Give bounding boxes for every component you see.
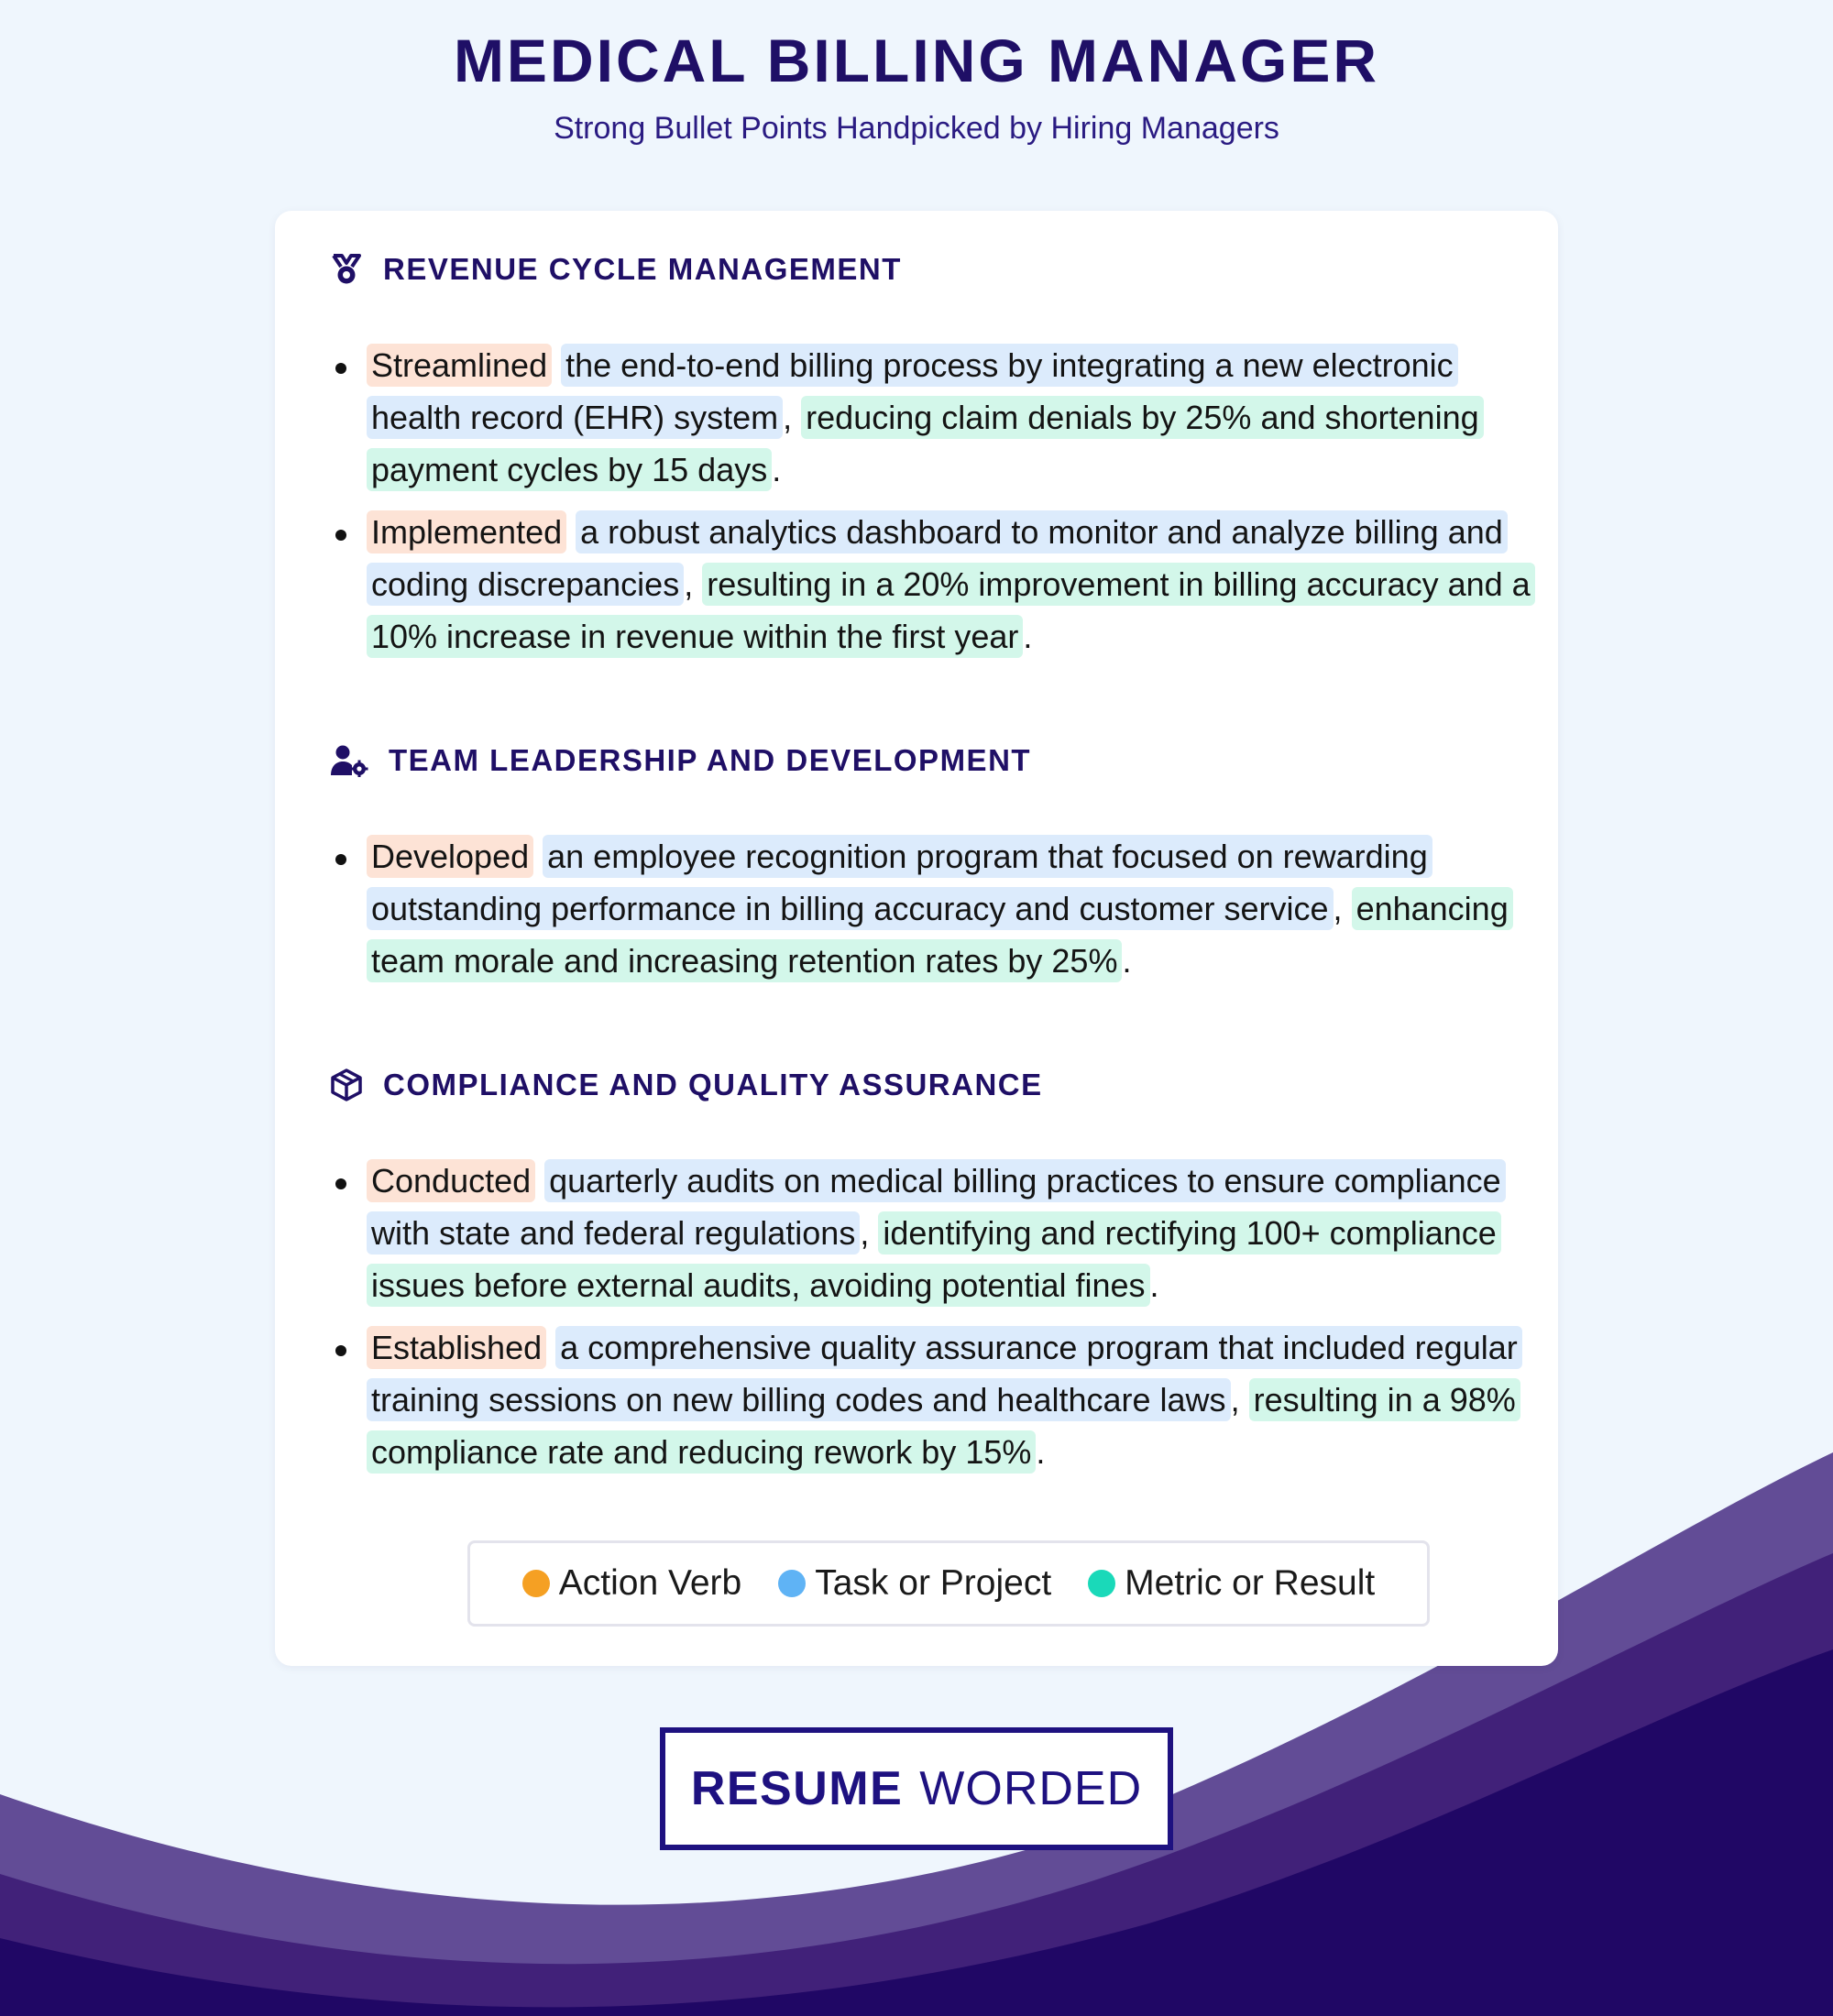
legend-dot bbox=[522, 1570, 550, 1597]
bullet-item bbox=[335, 1155, 1551, 1311]
section-header-revenue-cycle bbox=[330, 247, 902, 291]
action-verb: Streamlined bbox=[367, 344, 552, 387]
action-verb: Implemented bbox=[367, 510, 566, 553]
task-or-project: an employee recognition program that focused on rewarding outstanding performance in billing accuracy and customer service bbox=[367, 835, 1432, 930]
bullet-dot bbox=[335, 1178, 346, 1189]
page-title: MEDICAL BILLING MANAGER bbox=[453, 27, 1380, 94]
separator: . bbox=[1036, 1433, 1046, 1471]
bullet-dot bbox=[335, 1345, 346, 1356]
bullet-dot bbox=[335, 363, 346, 374]
legend-label: Metric or Result bbox=[1125, 1563, 1376, 1603]
bullet-dot bbox=[335, 854, 346, 865]
task-or-project: a robust analytics dashboard to monitor and analyze billing and coding discrepancies bbox=[367, 510, 1508, 606]
action-verb: Established bbox=[367, 1326, 546, 1369]
metric-or-result: resulting in a 98% compliance rate and reducing rework by 15% bbox=[367, 1378, 1520, 1474]
separator: , bbox=[783, 399, 793, 436]
legend-dot bbox=[1088, 1570, 1115, 1597]
user-cog-icon bbox=[330, 744, 368, 777]
separator: . bbox=[1149, 1266, 1159, 1304]
separator: , bbox=[1333, 890, 1343, 927]
separator: , bbox=[1230, 1381, 1240, 1419]
resume-worded-logo[interactable] bbox=[660, 1727, 1173, 1850]
legend-label: Action Verb bbox=[558, 1563, 742, 1603]
cube-icon bbox=[330, 1068, 363, 1101]
section-header-team-leadership bbox=[330, 739, 1031, 783]
separator: , bbox=[860, 1214, 870, 1252]
legend-dot bbox=[778, 1570, 806, 1597]
logo-bold-text: RESUME bbox=[690, 1762, 904, 1815]
medal-icon bbox=[330, 253, 363, 286]
bullet-item bbox=[335, 1321, 1551, 1478]
bullet-item bbox=[335, 830, 1551, 987]
separator: . bbox=[1122, 942, 1132, 980]
legend-item-task-or-project bbox=[778, 1563, 1051, 1604]
separator: , bbox=[684, 565, 694, 603]
section-title: REVENUE CYCLE MANAGEMENT bbox=[383, 252, 902, 286]
task-or-project: a comprehensive quality assurance program that included regular training sessions on new billing codes and healthcare laws bbox=[367, 1326, 1522, 1421]
legend-label: Task or Project bbox=[815, 1563, 1052, 1603]
bullet-item bbox=[335, 506, 1551, 663]
logo-light-text: WORDED bbox=[919, 1762, 1143, 1815]
task-or-project: quarterly audits on medical billing practices to ensure compliance with state and federal regulations bbox=[367, 1159, 1506, 1255]
separator: . bbox=[772, 451, 782, 488]
separator: . bbox=[1023, 618, 1033, 655]
legend-item-action-verb bbox=[522, 1563, 741, 1604]
bullet-points-card bbox=[275, 211, 1558, 1666]
metric-or-result: reducing claim denials by 25% and shortening payment cycles by 15 days bbox=[367, 396, 1484, 491]
legend-item-metric-or-result bbox=[1088, 1563, 1375, 1604]
metric-or-result: resulting in a 20% improvement in billing accuracy and a 10% increase in revenue within the first year bbox=[367, 563, 1535, 658]
bullet-item bbox=[335, 339, 1551, 496]
metric-or-result: enhancing team morale and increasing retention rates by 25% bbox=[367, 887, 1513, 982]
page-subtitle: Strong Bullet Points Handpicked by Hiring Managers bbox=[554, 111, 1279, 146]
section-title: COMPLIANCE AND QUALITY ASSURANCE bbox=[383, 1068, 1043, 1101]
bullet-dot bbox=[335, 530, 346, 541]
section-title: TEAM LEADERSHIP AND DEVELOPMENT bbox=[389, 743, 1032, 777]
task-or-project: the end-to-end billing process by integrating a new electronic health record (EHR) system bbox=[367, 344, 1458, 439]
action-verb: Conducted bbox=[367, 1159, 535, 1202]
metric-or-result: identifying and rectifying 100+ compliance issues before external audits, avoiding potential fines bbox=[367, 1211, 1501, 1307]
highlight-legend bbox=[467, 1540, 1430, 1627]
section-header-compliance bbox=[330, 1063, 1043, 1107]
action-verb: Developed bbox=[367, 835, 533, 878]
